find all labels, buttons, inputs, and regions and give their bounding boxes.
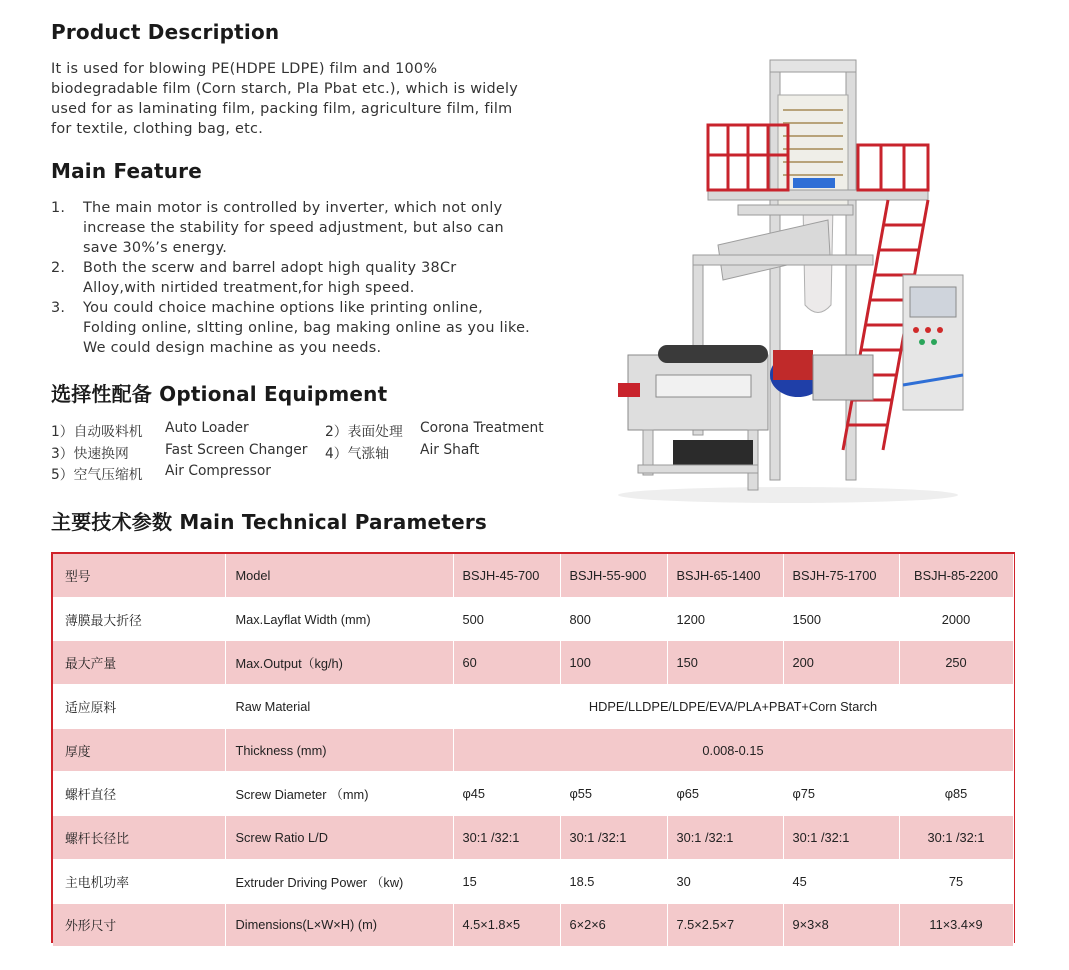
- optional-item-cn: 3）快速换网: [51, 446, 129, 462]
- model-name: BSJH-65-1400: [667, 554, 783, 597]
- description-line: biodegradable film (Corn starch, Pla Pbat etc.), which is widely: [51, 81, 519, 97]
- feature-number: 2.: [51, 260, 66, 276]
- param-value: 100: [560, 641, 667, 685]
- param-value: 800: [560, 597, 667, 641]
- param-value: 75: [899, 859, 1013, 903]
- main-feature-list: [51, 198, 545, 358]
- technical-parameters-table: [51, 552, 1015, 943]
- param-value: 500: [453, 597, 560, 641]
- param-value: φ45: [453, 772, 560, 816]
- optional-item-cn: 1）自动吸料机: [51, 424, 143, 440]
- optional-item-en: Fast Screen Changer: [165, 442, 308, 458]
- param-value: φ85: [899, 772, 1013, 816]
- param-value: 30:1 /32:1: [783, 816, 899, 860]
- model-name: BSJH-75-1700: [783, 554, 899, 597]
- feature-item: [51, 298, 545, 358]
- param-value: 30:1 /32:1: [899, 816, 1013, 860]
- technical-parameters-heading: 主要技术参数 Main Technical Parameters: [51, 510, 487, 534]
- param-cn-label: 螺杆直径: [53, 772, 225, 816]
- param-value: 6×2×6: [560, 903, 667, 947]
- param-value: 15: [453, 859, 560, 903]
- optional-item-cn: 5）空气压缩机: [51, 467, 143, 483]
- model-name: BSJH-85-2200: [899, 554, 1013, 597]
- param-en-label: Screw Diameter （mm): [225, 772, 453, 816]
- param-en-label: Dimensions(L×W×H) (m): [225, 903, 453, 947]
- param-cn-label: 最大产量: [53, 641, 225, 685]
- optional-item-cn: 4）气涨轴: [325, 446, 389, 462]
- feature-item: [51, 198, 545, 258]
- param-value: 250: [899, 641, 1013, 685]
- param-cn-label: 螺杆长径比: [53, 816, 225, 860]
- param-cn-label: 厚度: [53, 728, 225, 772]
- param-value: 18.5: [560, 859, 667, 903]
- param-en-label: Max.Output（kg/h): [225, 641, 453, 685]
- param-value: 30:1 /32:1: [453, 816, 560, 860]
- param-en-label: Raw Material: [225, 685, 453, 729]
- table-row: [53, 728, 1013, 772]
- optional-item-en: Corona Treatment: [420, 420, 544, 436]
- param-value: 200: [783, 641, 899, 685]
- param-value: 45: [783, 859, 899, 903]
- feature-line: Folding online, sltting online, bag making online as you like.: [83, 320, 531, 336]
- param-value: 7.5×2.5×7: [667, 903, 783, 947]
- table-header-row: [53, 554, 1013, 597]
- feature-line: save 30%’s energy.: [83, 240, 228, 256]
- param-value: φ55: [560, 772, 667, 816]
- optional-equipment-list: [51, 420, 551, 490]
- param-cn-label: 主电机功率: [53, 859, 225, 903]
- optional-equipment-heading: 选择性配备 Optional Equipment: [51, 382, 388, 406]
- param-en-label: Thickness (mm): [225, 728, 453, 772]
- param-cn-label: 型号: [53, 554, 225, 597]
- description-line: for textile, clothing bag, etc.: [51, 121, 264, 137]
- param-en-label: Screw Ratio L/D: [225, 816, 453, 860]
- feature-line: increase the stability for speed adjustment, but also can: [83, 220, 504, 236]
- param-value-merged: 0.008-0.15: [453, 728, 1013, 772]
- model-name: BSJH-45-700: [453, 554, 560, 597]
- param-value: 1500: [783, 597, 899, 641]
- param-value: 30:1 /32:1: [667, 816, 783, 860]
- table-row: [53, 903, 1013, 947]
- product-description-text: [51, 59, 545, 139]
- table-row: [53, 816, 1013, 860]
- product-description-heading: Product Description: [51, 20, 280, 44]
- param-cn-label: 外形尺寸: [53, 903, 225, 947]
- param-value: 4.5×1.8×5: [453, 903, 560, 947]
- description-line: used for as laminating film, packing film, agriculture film, film: [51, 101, 513, 117]
- film-blowing-machine-image: [598, 55, 978, 505]
- feature-line: You could choice machine options like printing online,: [83, 300, 483, 316]
- param-value: 11×3.4×9: [899, 903, 1013, 947]
- optional-item-en: Air Compressor: [165, 463, 271, 479]
- table-row: [53, 772, 1013, 816]
- table-row: [53, 859, 1013, 903]
- param-cn-label: 薄膜最大折径: [53, 597, 225, 641]
- table-row: [53, 685, 1013, 729]
- param-value: φ65: [667, 772, 783, 816]
- feature-number: 3.: [51, 300, 66, 316]
- param-value: 2000: [899, 597, 1013, 641]
- feature-number: 1.: [51, 200, 66, 216]
- param-value: 30:1 /32:1: [560, 816, 667, 860]
- feature-line: Alloy,with nirtided treatment,for high speed.: [83, 280, 415, 296]
- param-cn-label: 适应原料: [53, 685, 225, 729]
- optional-item-cn: 2）表面处理: [325, 424, 403, 440]
- param-en-label: Extruder Driving Power （kw): [225, 859, 453, 903]
- param-value: 60: [453, 641, 560, 685]
- model-name: BSJH-55-900: [560, 554, 667, 597]
- optional-item-en: Air Shaft: [420, 442, 480, 458]
- param-value: 1200: [667, 597, 783, 641]
- param-value: 30: [667, 859, 783, 903]
- table-row: [53, 597, 1013, 641]
- param-en-label: Max.Layflat Width (mm): [225, 597, 453, 641]
- param-value-merged: HDPE/LLDPE/LDPE/EVA/PLA+PBAT+Corn Starch: [453, 685, 1013, 729]
- feature-item: [51, 258, 545, 298]
- description-line: It is used for blowing PE(HDPE LDPE) film and 100%: [51, 61, 438, 77]
- param-value: 9×3×8: [783, 903, 899, 947]
- feature-line: Both the scerw and barrel adopt high quality 38Cr: [83, 260, 457, 276]
- param-value: 150: [667, 641, 783, 685]
- main-feature-heading: Main Feature: [51, 159, 202, 183]
- feature-line: We could design machine as you needs.: [83, 340, 382, 356]
- feature-line: The main motor is controlled by inverter, which not only: [83, 200, 503, 216]
- film-blowing-machine-illustration: [598, 55, 978, 505]
- optional-item-en: Auto Loader: [165, 420, 249, 436]
- param-en-label: Model: [225, 554, 453, 597]
- table-row: [53, 641, 1013, 685]
- param-value: φ75: [783, 772, 899, 816]
